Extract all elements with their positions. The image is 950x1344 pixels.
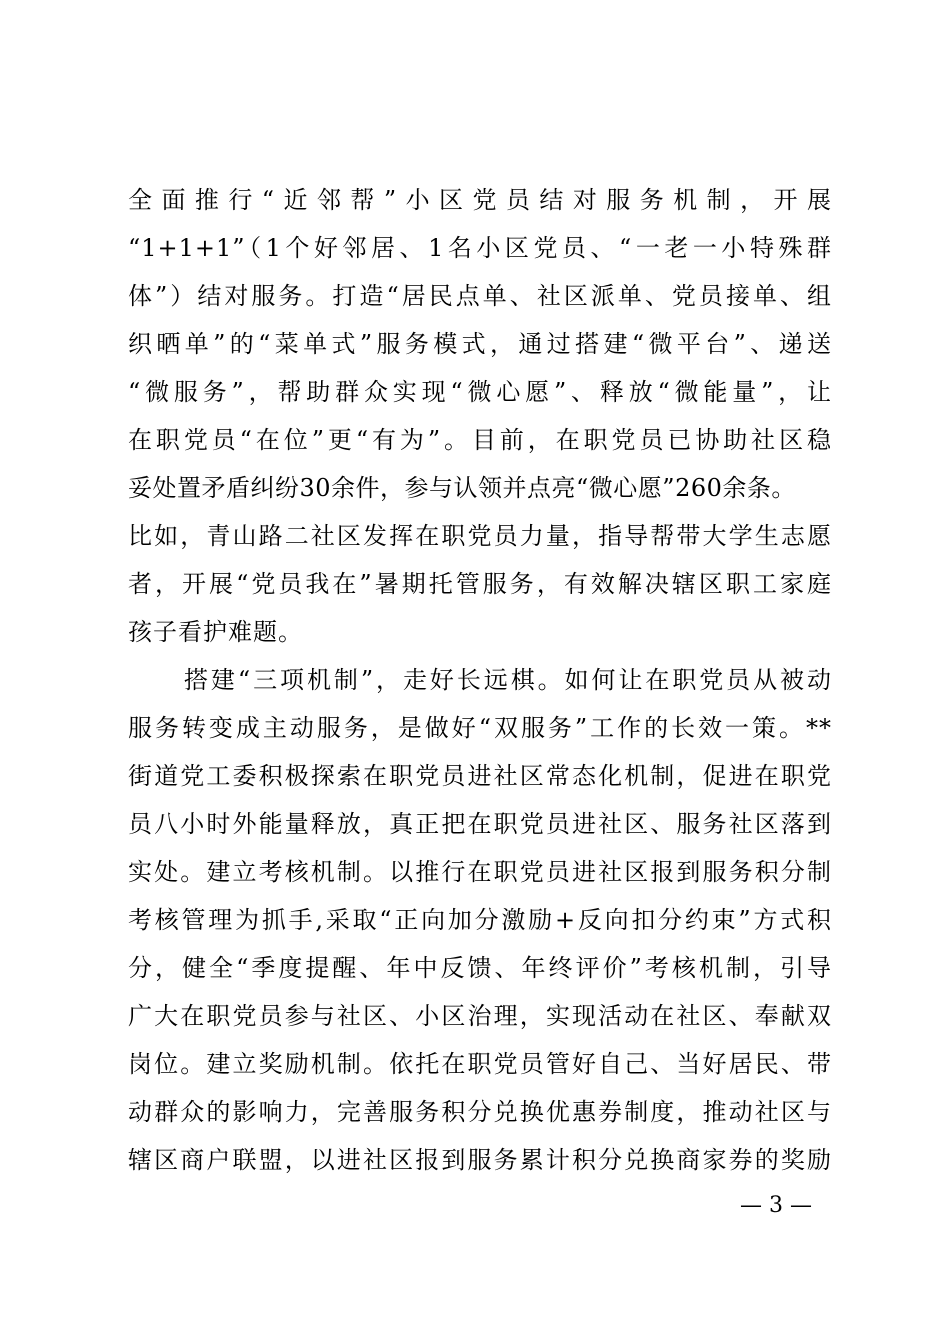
paragraph-2-line-5: 实处。建立考核机制。以推行在职党员进社区报到服务积分制 [128,858,832,886]
paragraph-1-line-10: 孩子看护难题。 [128,618,303,646]
paragraph-2-line-4: 员八小时外能量释放，真正把在职党员进社区、服务社区落到 [128,810,832,838]
paragraph-1-line-4: 织晒单”的“菜单式”服务模式，通过搭建“微平台”、递送 [128,330,832,358]
paragraph-1-line-9: 者，开展“党员我在”暑期托管服务，有效解决辖区职工家庭 [128,570,832,598]
paragraph-2-line-9: 岗位。建立奖励机制。依托在职党员管好自己、当好居民、带 [128,1050,832,1078]
paragraph-1-line-2: “1+1+1”（1个好邻居、1名小区党员、“一老一小特殊群 [128,234,832,262]
paragraph-1-line-3: 体”）结对服务。打造“居民点单、社区派单、党员接单、组 [128,282,832,310]
paragraph-1-line-7: 妥处置矛盾纠纷30余件，参与认领并点亮“微心愿”260余条。 [128,474,796,502]
paragraph-2-line-10: 动群众的影响力，完善服务积分兑换优惠券制度，推动社区与 [128,1098,832,1126]
paragraph-2-line-3: 街道党工委积极探索在职党员进社区常态化机制，促进在职党 [128,762,832,790]
page-number: — 3 — [740,1193,812,1218]
paragraph-2-line-2: 服务转变成主动服务，是做好“双服务”工作的长效一策。** [128,714,832,742]
paragraph-2-line-11: 辖区商户联盟，以进社区报到服务累计积分兑换商家券的奖励 [128,1146,832,1174]
paragraph-1-line-8: 比如，青山路二社区发挥在职党员力量，指导帮带大学生志愿 [128,522,832,550]
body-text [128,176,888,1184]
paragraph-2-line-6: 考核管理为抓手,采取“正向加分激励+反向扣分约束”方式积 [128,906,832,934]
paragraph-1-line-6: 在职党员“在位”更“有为”。目前，在职党员已协助社区稳 [128,426,832,454]
paragraph-1-line-1: 全面推行“近邻帮”小区党员结对服务机制，开展 [128,186,832,214]
paragraph-1-line-5: “微服务”，帮助群众实现“微心愿”、释放“微能量”，让 [128,378,832,406]
paragraph-2-line-8: 广大在职党员参与社区、小区治理，实现活动在社区、奉献双 [128,1002,832,1030]
paragraph-2-line-7: 分，健全“季度提醒、年中反馈、年终评价”考核机制，引导 [128,954,832,982]
paragraph-2-line-1: 搭建“三项机制”，走好长远棋。如何让在职党员从被动 [184,666,832,694]
